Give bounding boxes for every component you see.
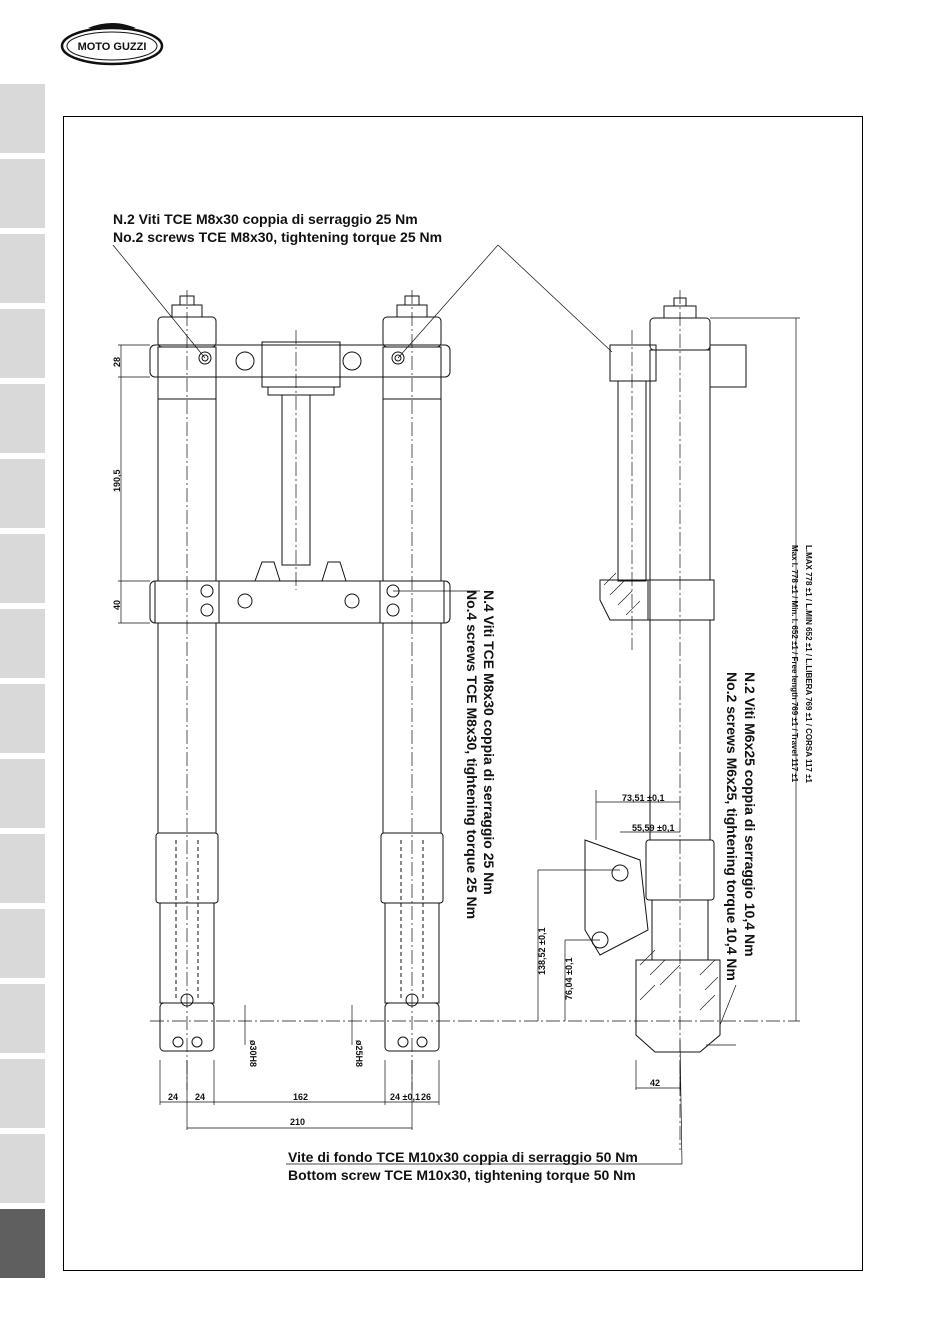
dim-190: 190,5 — [112, 469, 122, 492]
dim-76-04: 76,04 ±0,1 — [564, 957, 574, 1000]
note-top-it: N.2 Viti TCE M8x30 coppia di serraggio 25 Nm — [113, 211, 418, 227]
dim-25h8: ø25H8 — [354, 1040, 364, 1068]
logo-text: MOTO GUZZI — [77, 41, 147, 53]
dim-55-59: 55,59 ±0,1 — [632, 823, 675, 833]
dim-40: 40 — [112, 599, 122, 610]
dim-162: 162 — [293, 1092, 309, 1102]
dim-24c: 24 ±0,1 — [390, 1092, 420, 1102]
dim-24b: 24 — [195, 1092, 206, 1102]
note-bottom-en: Bottom screw TCE M10x30, tightening torque 50 Nm — [288, 1167, 636, 1183]
dim-138-52: 138,52 ±0,1 — [537, 927, 547, 975]
note-mid-it: N.4 Viti TCE M8x30 coppia di serraggio 25 Nm — [481, 590, 497, 895]
dim-24a: 24 — [168, 1092, 179, 1102]
dim-42: 42 — [650, 1078, 661, 1088]
dim-28: 28 — [112, 356, 122, 367]
dim-73-51: 73,51 ±0,1 — [622, 793, 665, 803]
note-right-it: N.2 Viti M6x25 coppia di serraggio 10,4 Nm — [742, 672, 758, 957]
dim-30h8: ø30H8 — [248, 1040, 258, 1068]
note-bottom-it: Vite di fondo TCE M10x30 coppia di serraggio 50 Nm — [288, 1149, 638, 1165]
dim-210: 210 — [290, 1117, 306, 1127]
dim-26: 26 — [421, 1092, 432, 1102]
note-top-en: No.2 screws TCE M8x30, tightening torque 25 Nm — [113, 229, 443, 245]
length-spec-it: L.MAX 778 ±1 / L.MIN 652 ±1 / L.LIBERA 769 ±1 / CORSA 117 ±1 — [804, 545, 813, 783]
note-mid-en: No.4 screws TCE M8x30, tightening torque 25 Nm — [464, 590, 480, 920]
length-spec-en: Max l. 778 ±1 / Min. l. 652 ±1 / Free length 769 ±1 / Travel 117 ±1 — [790, 545, 799, 783]
note-right-en: No.2 screws M6x25, tightening torque 10,4 Nm — [724, 672, 740, 981]
